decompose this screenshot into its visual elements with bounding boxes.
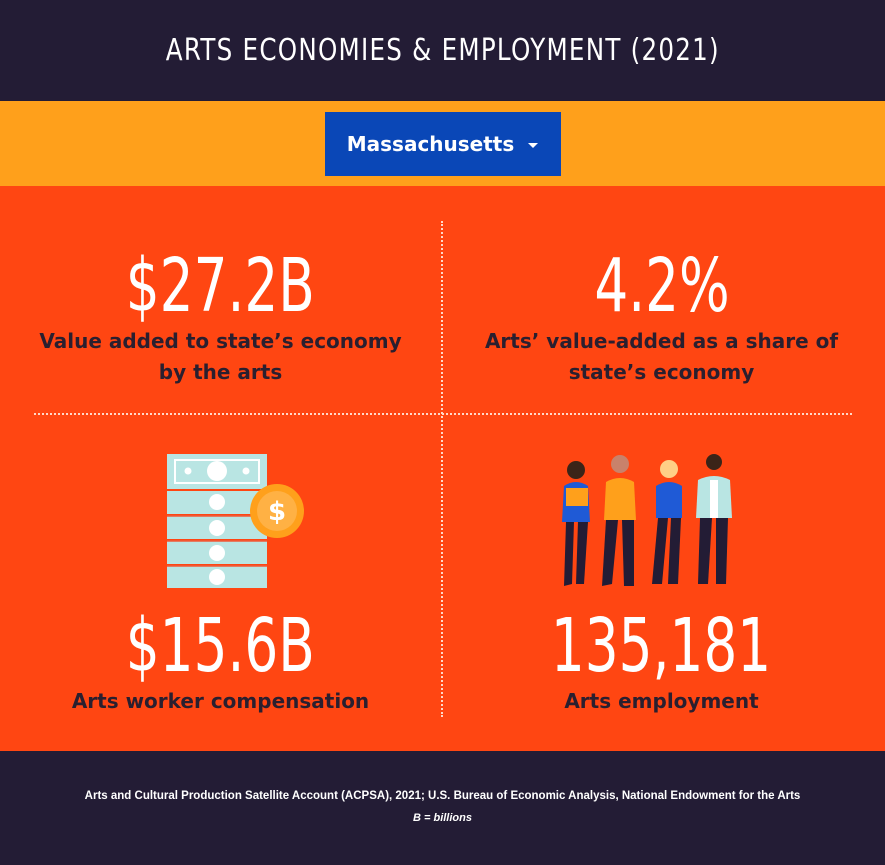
selector-band [0,101,885,186]
page-title: ARTS ECONOMIES & EMPLOYMENT (2021) [165,33,720,68]
stat-label-line1: Arts’ value-added as a share of [484,329,839,353]
stat-label-line1: Arts worker compensation [71,689,370,713]
stat-value: 135,181 [551,603,772,689]
stats-panel [0,186,885,751]
chevron-down-icon [528,143,538,148]
stat-employment [441,603,882,717]
stat-value: 4.2% [593,243,730,329]
footer [0,751,885,865]
svg-text:$: $ [267,497,287,527]
stat-label-line1: Arts employment [564,689,759,713]
stat-label-line2: state’s economy [568,360,755,384]
state-dropdown-value: Massachusetts [346,131,515,156]
stat-value-added [0,243,441,388]
header [0,0,885,101]
money-stack-icon [164,454,309,589]
people-group-icon [556,454,741,592]
stat-label-line1: Value added to state’s economy [39,329,402,353]
stat-value: $27.2B [125,243,316,329]
note-text: B = billions [413,812,472,824]
state-dropdown[interactable] [325,112,561,176]
stat-value: $15.6B [125,603,316,689]
source-text: Arts and Cultural Production Satellite Account (ACPSA), 2021; U.S. Bureau of Economic Analysis, National Endowment for the Arts [84,790,801,802]
stat-compensation [0,603,441,717]
stat-label-line2: by the arts [158,360,283,384]
horizontal-divider [34,413,852,415]
stat-share [441,243,882,388]
